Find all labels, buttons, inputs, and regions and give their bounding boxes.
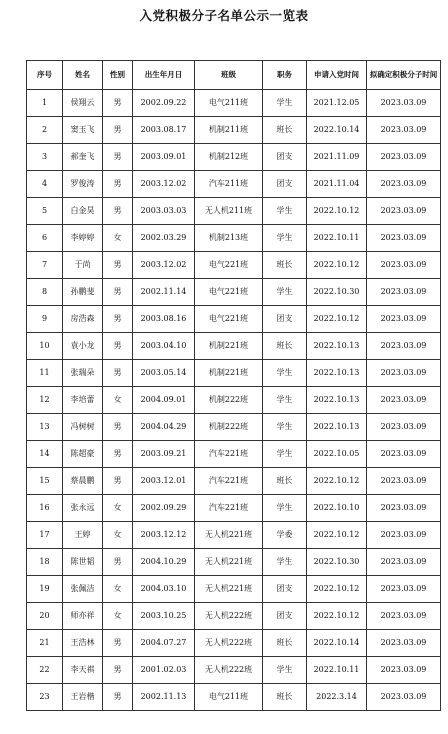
position-cell: 班长 [263, 333, 307, 360]
position-cell: 班长 [263, 117, 307, 144]
activist-date-cell: 2023.03.09 [367, 252, 441, 279]
row-number-cell: 12 [27, 387, 63, 414]
class-cell: 机制211班 [195, 117, 263, 144]
table-row [27, 603, 441, 630]
gender-cell: 男 [103, 279, 133, 306]
gender-cell: 男 [103, 657, 133, 684]
birth-date-cell: 2003.12.12 [133, 522, 195, 549]
class-cell: 无人机222班 [195, 630, 263, 657]
apply-date-cell: 2022.10.13 [307, 360, 367, 387]
name-cell: 张佩洁 [63, 576, 103, 603]
position-cell: 团支 [263, 603, 307, 630]
class-cell: 机制222班 [195, 387, 263, 414]
apply-date-cell: 2022.10.30 [307, 549, 367, 576]
apply-date-cell: 2022.10.05 [307, 441, 367, 468]
apply-date-cell: 2022.10.12 [307, 576, 367, 603]
apply-date-cell: 2022.10.11 [307, 657, 367, 684]
name-cell: 王浩林 [63, 630, 103, 657]
table-row [27, 306, 441, 333]
row-number-cell: 14 [27, 441, 63, 468]
position-cell: 学生 [263, 657, 307, 684]
table-row [27, 630, 441, 657]
row-number-cell: 19 [27, 576, 63, 603]
position-cell: 团支 [263, 576, 307, 603]
name-cell: 孙鹏斐 [63, 279, 103, 306]
class-cell: 无人机221班 [195, 549, 263, 576]
row-number-cell: 22 [27, 657, 63, 684]
name-cell: 李培蕾 [63, 387, 103, 414]
name-cell: 李婷婷 [63, 225, 103, 252]
table-row [27, 252, 441, 279]
name-cell: 张瑞朵 [63, 360, 103, 387]
activist-date-cell: 2023.03.09 [367, 144, 441, 171]
birth-date-cell: 2003.09.21 [133, 441, 195, 468]
header-cell: 职务 [263, 61, 307, 90]
birth-date-cell: 2003.08.16 [133, 306, 195, 333]
apply-date-cell: 2022.10.13 [307, 333, 367, 360]
table-row [27, 90, 441, 117]
row-number-cell: 21 [27, 630, 63, 657]
activist-date-cell: 2023.03.09 [367, 171, 441, 198]
name-cell: 郝奎飞 [63, 144, 103, 171]
name-cell: 房浩森 [63, 306, 103, 333]
row-number-cell: 15 [27, 468, 63, 495]
table-row [27, 387, 441, 414]
apply-date-cell: 2021.12.05 [307, 90, 367, 117]
gender-cell: 男 [103, 441, 133, 468]
table-row [27, 549, 441, 576]
class-cell: 电气221班 [195, 279, 263, 306]
row-number-cell: 17 [27, 522, 63, 549]
position-cell: 团支 [263, 306, 307, 333]
apply-date-cell: 2022.10.12 [307, 306, 367, 333]
class-cell: 汽车221班 [195, 495, 263, 522]
name-cell: 张永远 [63, 495, 103, 522]
row-number-cell: 16 [27, 495, 63, 522]
position-cell: 学生 [263, 414, 307, 441]
birth-date-cell: 2004.10.29 [133, 549, 195, 576]
row-number-cell: 18 [27, 549, 63, 576]
position-cell: 学生 [263, 549, 307, 576]
row-number-cell: 23 [27, 684, 63, 711]
roster-table [26, 60, 441, 711]
activist-date-cell: 2023.03.09 [367, 576, 441, 603]
gender-cell: 男 [103, 144, 133, 171]
table-row [27, 279, 441, 306]
gender-cell: 男 [103, 468, 133, 495]
class-cell: 汽车211班 [195, 171, 263, 198]
gender-cell: 男 [103, 549, 133, 576]
activist-date-cell: 2023.03.09 [367, 90, 441, 117]
activist-date-cell: 2023.03.09 [367, 657, 441, 684]
class-cell: 无人机222班 [195, 603, 263, 630]
table-row [27, 414, 441, 441]
class-cell: 机制213班 [195, 225, 263, 252]
apply-date-cell: 2022.10.12 [307, 522, 367, 549]
birth-date-cell: 2002.03.29 [133, 225, 195, 252]
apply-date-cell: 2022.10.12 [307, 252, 367, 279]
table-row [27, 441, 441, 468]
gender-cell: 女 [103, 387, 133, 414]
position-cell: 学生 [263, 495, 307, 522]
apply-date-cell: 2022.10.11 [307, 225, 367, 252]
table-row [27, 657, 441, 684]
birth-date-cell: 2004.09.01 [133, 387, 195, 414]
name-cell: 白金昊 [63, 198, 103, 225]
class-cell: 无人机211班 [195, 198, 263, 225]
activist-date-cell: 2023.03.09 [367, 360, 441, 387]
name-cell: 冯树树 [63, 414, 103, 441]
position-cell: 班长 [263, 468, 307, 495]
header-cell: 申请入党时间 [307, 61, 367, 90]
apply-date-cell: 2021.11.04 [307, 171, 367, 198]
name-cell: 师亦祥 [63, 603, 103, 630]
table-row [27, 225, 441, 252]
gender-cell: 男 [103, 252, 133, 279]
gender-cell: 男 [103, 198, 133, 225]
birth-date-cell: 2003.08.17 [133, 117, 195, 144]
name-cell: 蔡晨鹏 [63, 468, 103, 495]
apply-date-cell: 2022.10.12 [307, 198, 367, 225]
activist-date-cell: 2023.03.09 [367, 630, 441, 657]
activist-date-cell: 2023.03.09 [367, 522, 441, 549]
header-cell: 拟确定积极分子时间 [367, 61, 441, 90]
class-cell: 机制221班 [195, 360, 263, 387]
activist-date-cell: 2023.03.09 [367, 684, 441, 711]
position-cell: 学生 [263, 90, 307, 117]
name-cell: 于尚 [63, 252, 103, 279]
row-number-cell: 9 [27, 306, 63, 333]
name-cell: 袁小龙 [63, 333, 103, 360]
table-row [27, 495, 441, 522]
class-cell: 无人机221班 [195, 522, 263, 549]
position-cell: 团支 [263, 171, 307, 198]
position-cell: 学委 [263, 522, 307, 549]
position-cell: 学生 [263, 387, 307, 414]
class-cell: 机制212班 [195, 144, 263, 171]
birth-date-cell: 2003.03.03 [133, 198, 195, 225]
class-cell: 汽车221班 [195, 441, 263, 468]
name-cell: 侯翔云 [63, 90, 103, 117]
gender-cell: 男 [103, 630, 133, 657]
gender-cell: 女 [103, 522, 133, 549]
activist-date-cell: 2023.03.09 [367, 387, 441, 414]
table-row [27, 171, 441, 198]
class-cell: 无人机222班 [195, 657, 263, 684]
gender-cell: 女 [103, 603, 133, 630]
gender-cell: 女 [103, 225, 133, 252]
document-title: 入党积极分子名单公示一览表 [139, 8, 309, 23]
class-cell: 电气221班 [195, 306, 263, 333]
gender-cell: 男 [103, 171, 133, 198]
row-number-cell: 2 [27, 117, 63, 144]
birth-date-cell: 2003.12.01 [133, 468, 195, 495]
table-row [27, 198, 441, 225]
row-number-cell: 4 [27, 171, 63, 198]
table-row [27, 576, 441, 603]
gender-cell: 女 [103, 576, 133, 603]
table-body [27, 90, 441, 711]
table-row [27, 117, 441, 144]
birth-date-cell: 2004.07.27 [133, 630, 195, 657]
activist-date-cell: 2023.03.09 [367, 306, 441, 333]
header-cell: 性别 [103, 61, 133, 90]
birth-date-cell: 2003.04.10 [133, 333, 195, 360]
row-number-cell: 11 [27, 360, 63, 387]
birth-date-cell: 2003.12.02 [133, 171, 195, 198]
apply-date-cell: 2022.10.13 [307, 387, 367, 414]
name-cell: 陈世韬 [63, 549, 103, 576]
birth-date-cell: 2002.09.22 [133, 90, 195, 117]
apply-date-cell: 2022.10.14 [307, 630, 367, 657]
apply-date-cell: 2022.10.14 [307, 117, 367, 144]
position-cell: 班长 [263, 630, 307, 657]
apply-date-cell: 2022.10.12 [307, 603, 367, 630]
position-cell: 学生 [263, 279, 307, 306]
birth-date-cell: 2003.12.02 [133, 252, 195, 279]
birth-date-cell: 2002.11.14 [133, 279, 195, 306]
gender-cell: 男 [103, 360, 133, 387]
position-cell: 班长 [263, 684, 307, 711]
class-cell: 电气221班 [195, 252, 263, 279]
activist-date-cell: 2023.03.09 [367, 603, 441, 630]
apply-date-cell: 2022.10.30 [307, 279, 367, 306]
header-row [27, 61, 441, 90]
gender-cell: 男 [103, 333, 133, 360]
row-number-cell: 20 [27, 603, 63, 630]
row-number-cell: 6 [27, 225, 63, 252]
position-cell: 班长 [263, 252, 307, 279]
table-row [27, 684, 441, 711]
apply-date-cell: 2022.10.13 [307, 414, 367, 441]
table-row [27, 468, 441, 495]
activist-date-cell: 2023.03.09 [367, 414, 441, 441]
position-cell: 团支 [263, 144, 307, 171]
header-cell: 出生年月日 [133, 61, 195, 90]
class-cell: 机制221班 [195, 333, 263, 360]
birth-date-cell: 2002.09.29 [133, 495, 195, 522]
activist-date-cell: 2023.03.09 [367, 279, 441, 306]
name-cell: 陈超豪 [63, 441, 103, 468]
birth-date-cell: 2003.05.14 [133, 360, 195, 387]
class-cell: 电气211班 [195, 90, 263, 117]
header-cell: 姓名 [63, 61, 103, 90]
gender-cell: 男 [103, 684, 133, 711]
gender-cell: 男 [103, 117, 133, 144]
table-row [27, 333, 441, 360]
name-cell: 王岩楷 [63, 684, 103, 711]
row-number-cell: 5 [27, 198, 63, 225]
class-cell: 汽车221班 [195, 468, 263, 495]
position-cell: 学生 [263, 198, 307, 225]
gender-cell: 男 [103, 90, 133, 117]
birth-date-cell: 2004.04.29 [133, 414, 195, 441]
name-cell: 窦玉飞 [63, 117, 103, 144]
header-cell: 班级 [195, 61, 263, 90]
table-row [27, 360, 441, 387]
activist-date-cell: 2023.03.09 [367, 117, 441, 144]
class-cell: 电气211班 [195, 684, 263, 711]
name-cell: 李天祺 [63, 657, 103, 684]
birth-date-cell: 2004.03.10 [133, 576, 195, 603]
activist-date-cell: 2023.03.09 [367, 225, 441, 252]
position-cell: 学生 [263, 225, 307, 252]
gender-cell: 男 [103, 306, 133, 333]
activist-date-cell: 2023.03.09 [367, 441, 441, 468]
birth-date-cell: 2003.09.01 [133, 144, 195, 171]
table-row [27, 144, 441, 171]
row-number-cell: 10 [27, 333, 63, 360]
birth-date-cell: 2003.10.25 [133, 603, 195, 630]
row-number-cell: 7 [27, 252, 63, 279]
activist-date-cell: 2023.03.09 [367, 198, 441, 225]
class-cell: 无人机221班 [195, 576, 263, 603]
row-number-cell: 3 [27, 144, 63, 171]
name-cell: 罗俊涛 [63, 171, 103, 198]
position-cell: 学生 [263, 360, 307, 387]
row-number-cell: 13 [27, 414, 63, 441]
birth-date-cell: 2002.11.13 [133, 684, 195, 711]
name-cell: 王婷 [63, 522, 103, 549]
gender-cell: 男 [103, 414, 133, 441]
position-cell: 学生 [263, 441, 307, 468]
row-number-cell: 1 [27, 90, 63, 117]
table-row [27, 522, 441, 549]
header-cell: 序号 [27, 61, 63, 90]
activist-date-cell: 2023.03.09 [367, 333, 441, 360]
apply-date-cell: 2022.3.14 [307, 684, 367, 711]
class-cell: 机制222班 [195, 414, 263, 441]
activist-date-cell: 2023.03.09 [367, 468, 441, 495]
activist-date-cell: 2023.03.09 [367, 549, 441, 576]
row-number-cell: 8 [27, 279, 63, 306]
apply-date-cell: 2022.10.10 [307, 495, 367, 522]
gender-cell: 女 [103, 495, 133, 522]
apply-date-cell: 2021.11.09 [307, 144, 367, 171]
activist-date-cell: 2023.03.09 [367, 495, 441, 522]
birth-date-cell: 2001.02.03 [133, 657, 195, 684]
apply-date-cell: 2022.10.12 [307, 468, 367, 495]
